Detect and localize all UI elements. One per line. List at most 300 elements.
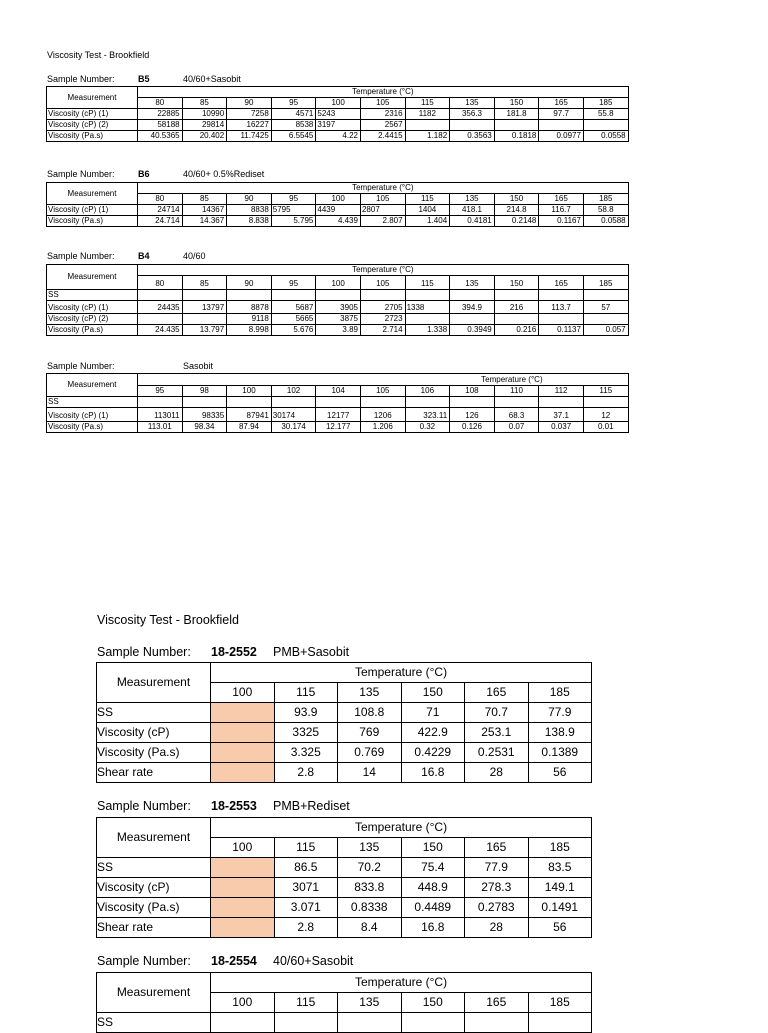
data-cell: 4571 <box>271 109 316 120</box>
data-cell: 2567 <box>360 120 405 131</box>
row-label: Viscosity (Pa.s) <box>47 422 138 433</box>
data-cell: 323.11 <box>405 408 450 422</box>
data-cell: 116.7 <box>539 205 584 216</box>
row-label: SS <box>97 858 211 878</box>
sample-description: PMB+Rediset <box>273 799 350 813</box>
data-cell: 98.34 <box>182 422 227 433</box>
data-cell: 181.8 <box>494 109 539 120</box>
viscosity-table-b4 <box>46 264 629 336</box>
row-label: Shear rate <box>97 918 211 938</box>
temperature-header: Temperature (°C) <box>138 374 629 386</box>
data-cell: 2807 <box>360 205 405 216</box>
data-cell: 0.1818 <box>494 131 539 142</box>
data-cell <box>539 397 584 408</box>
data-cell: 7258 <box>227 109 272 120</box>
sample-label: Sample Number: <box>97 954 191 968</box>
temperature-header: Temperature (°C) <box>138 265 629 276</box>
data-cell: 70.2 <box>338 858 402 878</box>
data-cell: 5665 <box>271 314 316 325</box>
data-cell: 3325 <box>274 723 338 743</box>
data-cell: 2.8 <box>274 918 338 938</box>
sample-label: Sample Number: <box>97 799 191 813</box>
data-cell: 4.22 <box>316 131 361 142</box>
data-cell: 2316 <box>360 109 405 120</box>
temperature-header: Temperature (°C) <box>211 818 592 838</box>
measurement-header: Measurement <box>47 374 138 397</box>
highlighted-cell <box>211 763 275 783</box>
data-cell: 1338 <box>405 301 450 314</box>
data-cell: 1404 <box>405 205 450 216</box>
sample-id: B6 <box>138 169 150 179</box>
data-cell: 2723 <box>360 314 405 325</box>
data-cell <box>465 1013 529 1033</box>
temp-cell: 115 <box>274 683 338 703</box>
temp-cell: 80 <box>138 276 183 290</box>
temp-cell: 100 <box>227 385 272 397</box>
temp-cell: 150 <box>401 993 465 1013</box>
data-cell: 0.216 <box>494 325 539 336</box>
data-cell: 77.9 <box>465 858 529 878</box>
data-cell: 0.8338 <box>338 898 402 918</box>
temp-cell: 85 <box>182 194 227 205</box>
data-cell <box>211 1013 275 1033</box>
data-cell: 0.4489 <box>401 898 465 918</box>
data-cell: 0.126 <box>450 422 495 433</box>
table-row <box>47 216 629 227</box>
temp-cell: 150 <box>401 683 465 703</box>
table-row <box>47 290 629 301</box>
data-cell <box>227 290 272 301</box>
temp-cell: 95 <box>271 98 316 109</box>
data-cell <box>138 397 183 408</box>
temp-cell: 185 <box>583 276 628 290</box>
table-row <box>47 301 629 314</box>
table-row <box>97 723 592 743</box>
sample-id: 18-2554 <box>211 954 257 968</box>
data-cell <box>450 120 495 131</box>
data-cell <box>450 314 495 325</box>
data-cell: 5.676 <box>271 325 316 336</box>
temp-cell: 165 <box>539 98 584 109</box>
row-label: Viscosity (cP) (1) <box>47 109 138 120</box>
row-label: Viscosity (cP) (1) <box>47 408 138 422</box>
temperature-header: Temperature (°C) <box>138 87 629 98</box>
data-cell: 3905 <box>316 301 361 314</box>
measurement-header: Measurement <box>97 818 211 858</box>
temp-cell: 106 <box>405 385 450 397</box>
data-cell <box>360 397 405 408</box>
data-cell: 16.8 <box>401 763 465 783</box>
data-cell: 29814 <box>182 120 227 131</box>
data-cell <box>360 290 405 301</box>
data-cell <box>405 397 450 408</box>
temp-cell: 115 <box>583 385 628 397</box>
temp-cell: 100 <box>211 838 275 858</box>
data-cell: 216 <box>494 301 539 314</box>
temp-cell: 135 <box>450 194 495 205</box>
data-cell: 8538 <box>271 120 316 131</box>
data-cell: 422.9 <box>401 723 465 743</box>
data-cell <box>494 397 539 408</box>
temp-cell: 105 <box>360 98 405 109</box>
temp-cell: 135 <box>338 838 402 858</box>
data-cell: 13.797 <box>182 325 227 336</box>
temp-cell: 135 <box>338 993 402 1013</box>
data-cell <box>539 314 584 325</box>
data-cell: 126 <box>450 408 495 422</box>
data-cell: 278.3 <box>465 878 529 898</box>
data-cell: 4439 <box>316 205 361 216</box>
row-label: Viscosity (Pa.s) <box>47 131 138 142</box>
data-cell: 5687 <box>271 301 316 314</box>
sample-description: 40/60+Sasobit <box>273 954 354 968</box>
table-row <box>97 703 592 723</box>
temp-cell: 115 <box>405 276 450 290</box>
data-cell: 0.4181 <box>450 216 495 227</box>
data-cell <box>450 397 495 408</box>
temp-cell: 115 <box>405 98 450 109</box>
data-cell: 58188 <box>138 120 183 131</box>
table-row <box>47 408 629 422</box>
data-cell: 70.7 <box>465 703 529 723</box>
highlighted-cell <box>211 723 275 743</box>
data-cell <box>271 397 316 408</box>
table-row <box>47 131 629 142</box>
data-cell: 28 <box>465 763 529 783</box>
data-cell: 8.838 <box>227 216 272 227</box>
row-label: Viscosity (cP) (2) <box>47 314 138 325</box>
viscosity-table-sasobit <box>46 373 629 433</box>
temp-cell: 104 <box>316 385 361 397</box>
highlighted-cell <box>211 743 275 763</box>
row-label: Viscosity (Pa.s) <box>97 743 211 763</box>
data-cell: 3.071 <box>274 898 338 918</box>
sample-description: 40/60 <box>183 251 206 261</box>
data-cell: 418.1 <box>450 205 495 216</box>
data-cell <box>528 1013 592 1033</box>
data-cell: 4.439 <box>316 216 361 227</box>
temp-cell: 98 <box>182 385 227 397</box>
temp-cell: 100 <box>211 993 275 1013</box>
data-cell <box>274 1013 338 1033</box>
data-cell: 58.8 <box>583 205 628 216</box>
data-cell: 71 <box>401 703 465 723</box>
data-cell: 28 <box>465 918 529 938</box>
data-cell: 57 <box>583 301 628 314</box>
table-row <box>97 743 592 763</box>
data-cell: 448.9 <box>401 878 465 898</box>
data-cell <box>338 1013 402 1033</box>
data-cell: 1.182 <box>405 131 450 142</box>
data-cell: 833.8 <box>338 878 402 898</box>
data-cell: 16.8 <box>401 918 465 938</box>
data-cell: 138.9 <box>528 723 592 743</box>
data-cell: 8878 <box>227 301 272 314</box>
temp-cell: 150 <box>494 194 539 205</box>
data-cell: 8838 <box>227 205 272 216</box>
row-label: SS <box>97 703 211 723</box>
data-cell: 0.1491 <box>528 898 592 918</box>
data-cell: 5243 <box>316 109 361 120</box>
temp-cell: 85 <box>182 98 227 109</box>
data-cell <box>405 314 450 325</box>
data-cell: 16227 <box>227 120 272 131</box>
viscosity-table-b5 <box>46 86 629 142</box>
table-row <box>97 1013 592 1033</box>
sample-label: Sample Number: <box>47 361 115 371</box>
temp-cell: 165 <box>465 993 529 1013</box>
temp-cell: 112 <box>539 385 584 397</box>
data-cell <box>316 290 361 301</box>
highlighted-cell <box>211 703 275 723</box>
sample-id: 18-2553 <box>211 799 257 813</box>
data-cell: 30.174 <box>271 422 316 433</box>
data-cell <box>494 120 539 131</box>
highlighted-cell <box>211 858 275 878</box>
data-cell: 3875 <box>316 314 361 325</box>
temp-cell: 135 <box>338 683 402 703</box>
temperature-header: Temperature (°C) <box>138 183 629 194</box>
data-cell: 87.94 <box>227 422 272 433</box>
temp-cell: 150 <box>401 838 465 858</box>
data-cell: 24714 <box>138 205 183 216</box>
table-row <box>47 422 629 433</box>
data-cell: 253.1 <box>465 723 529 743</box>
data-cell: 6.5545 <box>271 131 316 142</box>
data-cell: 22885 <box>138 109 183 120</box>
data-cell: 5795 <box>271 205 316 216</box>
data-cell: 83.5 <box>528 858 592 878</box>
viscosity-table-18-2552 <box>96 662 592 783</box>
data-cell: 30174 <box>271 408 316 422</box>
table-row <box>97 763 592 783</box>
data-cell: 8.4 <box>338 918 402 938</box>
data-cell: 14.367 <box>182 216 227 227</box>
data-cell: 9118 <box>227 314 272 325</box>
temp-cell: 100 <box>316 98 361 109</box>
highlighted-cell <box>211 878 275 898</box>
data-cell: 769 <box>338 723 402 743</box>
data-cell: 2.807 <box>360 216 405 227</box>
measurement-header: Measurement <box>47 87 138 109</box>
data-cell <box>405 290 450 301</box>
table-row <box>47 325 629 336</box>
data-cell: 0.01 <box>583 422 628 433</box>
data-cell: 5.795 <box>271 216 316 227</box>
data-cell: 1182 <box>405 109 450 120</box>
data-cell: 0.0558 <box>583 131 628 142</box>
temp-cell: 95 <box>138 385 183 397</box>
sample-description: 40/60+Sasobit <box>183 74 241 84</box>
data-cell: 12177 <box>316 408 361 422</box>
temp-cell: 150 <box>494 276 539 290</box>
data-cell: 149.1 <box>528 878 592 898</box>
row-label: Viscosity (cP) <box>97 723 211 743</box>
measurement-header: Measurement <box>97 973 211 1013</box>
data-cell: 68.3 <box>494 408 539 422</box>
data-cell <box>271 290 316 301</box>
data-cell <box>583 290 628 301</box>
measurement-header: Measurement <box>47 265 138 290</box>
sample-description: 40/60+ 0.5%Rediset <box>183 169 265 179</box>
data-cell: 24435 <box>138 301 183 314</box>
temp-cell: 80 <box>138 194 183 205</box>
data-cell: 3071 <box>274 878 338 898</box>
data-cell <box>539 120 584 131</box>
data-cell: 13797 <box>182 301 227 314</box>
data-cell <box>494 314 539 325</box>
highlighted-cell <box>211 918 275 938</box>
data-cell: 0.32 <box>405 422 450 433</box>
data-cell: 0.1137 <box>539 325 584 336</box>
temp-cell: 100 <box>211 683 275 703</box>
data-cell: 214.8 <box>494 205 539 216</box>
data-cell: 0.07 <box>494 422 539 433</box>
temp-cell: 185 <box>528 683 592 703</box>
row-label: Viscosity (Pa.s) <box>97 898 211 918</box>
temp-cell: 135 <box>450 276 495 290</box>
sample-description: Sasobit <box>183 361 214 371</box>
temp-cell: 150 <box>494 98 539 109</box>
data-cell: 2.4415 <box>360 131 405 142</box>
sample-label: Sample Number: <box>47 251 115 261</box>
data-cell: 0.0977 <box>539 131 584 142</box>
data-cell: 37.1 <box>539 408 584 422</box>
temp-cell: 90 <box>227 98 272 109</box>
temp-cell: 135 <box>450 98 495 109</box>
temperature-header: Temperature (°C) <box>211 663 592 683</box>
data-cell <box>138 314 183 325</box>
data-cell: 2705 <box>360 301 405 314</box>
table-row <box>97 858 592 878</box>
row-label: Viscosity (cP) <box>97 878 211 898</box>
data-cell: 3.89 <box>316 325 361 336</box>
row-label: Viscosity (cP) (2) <box>47 120 138 131</box>
data-cell: 108.8 <box>338 703 402 723</box>
data-cell: 0.3563 <box>450 131 495 142</box>
row-label: Viscosity (cP) (1) <box>47 301 138 314</box>
temp-cell: 115 <box>405 194 450 205</box>
table-row <box>47 397 629 408</box>
data-cell <box>227 397 272 408</box>
temp-cell: 95 <box>271 276 316 290</box>
temp-cell: 80 <box>138 98 183 109</box>
data-cell <box>182 290 227 301</box>
data-cell: 0.037 <box>539 422 584 433</box>
temp-cell: 110 <box>494 385 539 397</box>
row-label: Viscosity (cP) (1) <box>47 205 138 216</box>
data-cell: 0.1167 <box>539 216 584 227</box>
data-cell: 56 <box>528 763 592 783</box>
data-cell: 0.0588 <box>583 216 628 227</box>
data-cell: 40.5365 <box>138 131 183 142</box>
data-cell: 0.3949 <box>450 325 495 336</box>
table-row <box>47 109 629 120</box>
sample-id: 18-2552 <box>211 645 257 659</box>
data-cell <box>401 1013 465 1033</box>
temp-cell: 90 <box>227 194 272 205</box>
table-row <box>47 205 629 216</box>
data-cell: 77.9 <box>528 703 592 723</box>
highlighted-cell <box>211 898 275 918</box>
data-cell: 93.9 <box>274 703 338 723</box>
row-label: SS <box>47 290 138 301</box>
data-cell <box>405 120 450 131</box>
data-cell: 86.5 <box>274 858 338 878</box>
data-cell: 12 <box>583 408 628 422</box>
row-label: SS <box>47 397 138 408</box>
data-cell: 2.8 <box>274 763 338 783</box>
table-row <box>97 898 592 918</box>
temp-cell: 185 <box>528 838 592 858</box>
sample-description: PMB+Sasobit <box>273 645 350 659</box>
data-cell: 98335 <box>182 408 227 422</box>
row-label: Viscosity (Pa.s) <box>47 216 138 227</box>
data-cell: 1.404 <box>405 216 450 227</box>
data-cell <box>182 314 227 325</box>
data-cell <box>583 397 628 408</box>
temperature-header: Temperature (°C) <box>211 973 592 993</box>
data-cell: 0.057 <box>583 325 628 336</box>
data-cell: 0.1389 <box>528 743 592 763</box>
data-cell: 97.7 <box>539 109 584 120</box>
data-cell <box>539 290 584 301</box>
data-cell <box>583 120 628 131</box>
table-row <box>47 120 629 131</box>
data-cell <box>182 397 227 408</box>
page-title-bottom: Viscosity Test - Brookfield <box>97 613 239 627</box>
data-cell <box>583 314 628 325</box>
data-cell: 1206 <box>360 408 405 422</box>
temp-cell: 100 <box>316 276 361 290</box>
temp-cell: 165 <box>539 276 584 290</box>
temp-cell: 108 <box>450 385 495 397</box>
row-label: SS <box>97 1013 211 1033</box>
data-cell: 14367 <box>182 205 227 216</box>
page-title-top: Viscosity Test - Brookfield <box>47 50 150 60</box>
temp-cell: 115 <box>274 993 338 1013</box>
data-cell: 0.2783 <box>465 898 529 918</box>
temp-cell: 90 <box>227 276 272 290</box>
viscosity-table-18-2553 <box>96 817 592 938</box>
data-cell: 2.714 <box>360 325 405 336</box>
data-cell: 0.2531 <box>465 743 529 763</box>
data-cell: 10990 <box>182 109 227 120</box>
data-cell: 1.206 <box>360 422 405 433</box>
data-cell <box>316 397 361 408</box>
data-cell: 3197 <box>316 120 361 131</box>
data-cell: 394.9 <box>450 301 495 314</box>
data-cell: 20.402 <box>182 131 227 142</box>
temp-cell: 105 <box>360 194 405 205</box>
measurement-header: Measurement <box>97 663 211 703</box>
temp-cell: 165 <box>465 683 529 703</box>
temp-cell: 100 <box>316 194 361 205</box>
temp-cell: 115 <box>274 838 338 858</box>
temp-cell: 102 <box>271 385 316 397</box>
data-cell: 56 <box>528 918 592 938</box>
data-cell: 87941 <box>227 408 272 422</box>
data-cell: 12.177 <box>316 422 361 433</box>
temp-cell: 185 <box>583 98 628 109</box>
sample-label: Sample Number: <box>47 74 115 84</box>
data-cell: 0.4229 <box>401 743 465 763</box>
data-cell: 0.769 <box>338 743 402 763</box>
data-cell: 75.4 <box>401 858 465 878</box>
data-cell: 113.01 <box>138 422 183 433</box>
temp-cell: 185 <box>528 993 592 1013</box>
data-cell: 113011 <box>138 408 183 422</box>
